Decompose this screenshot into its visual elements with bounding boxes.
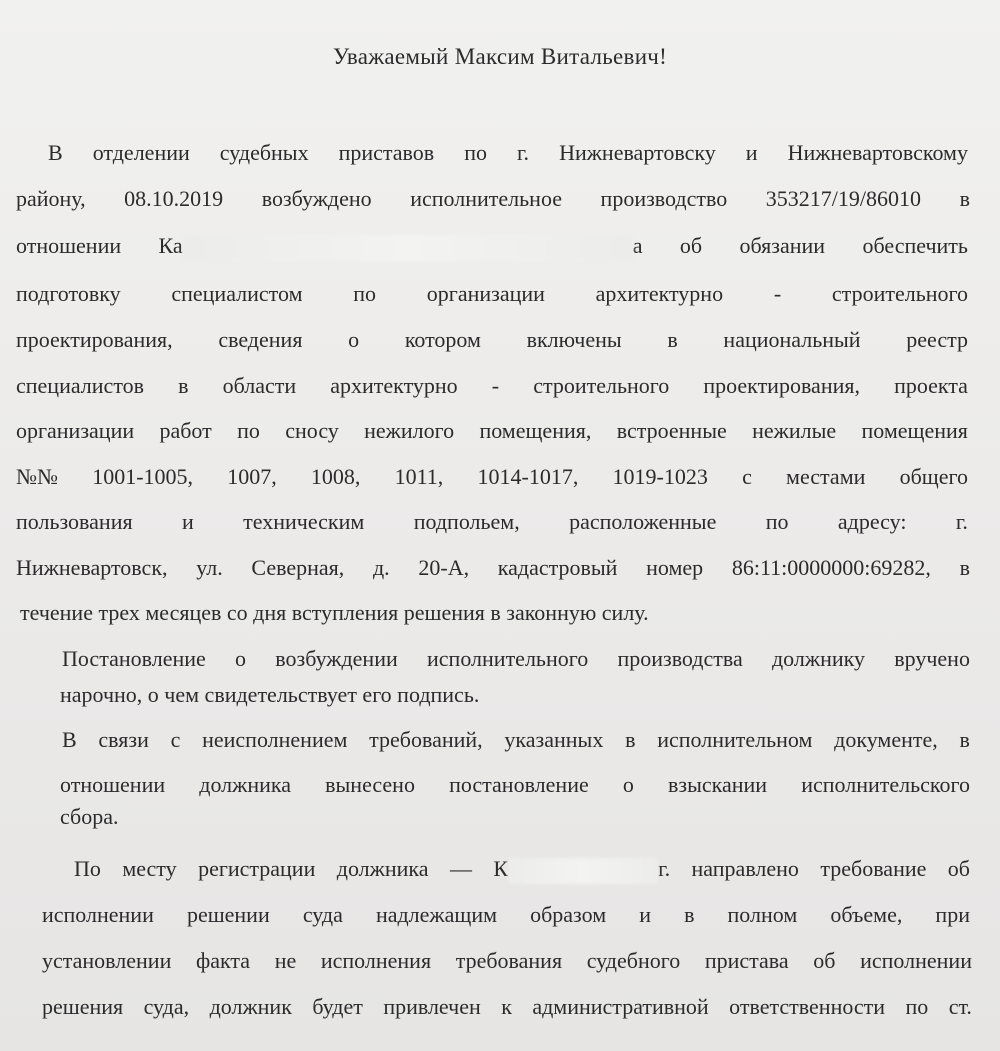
- word: по: [237, 418, 260, 443]
- word: факта: [195, 948, 251, 973]
- word: объеме,: [830, 902, 903, 927]
- word: району,: [16, 186, 86, 211]
- word: —: [449, 856, 472, 881]
- word: отношении: [16, 233, 122, 258]
- word: об: [679, 233, 703, 258]
- word: требования: [455, 948, 563, 973]
- word: ул.: [196, 555, 223, 580]
- text-line: [42, 944, 972, 978]
- word: и: [639, 902, 651, 927]
- word: местами: [786, 464, 866, 489]
- word: направлено: [691, 856, 799, 881]
- word: номер: [646, 555, 704, 580]
- word: встроенные: [616, 418, 727, 443]
- word: решения: [42, 994, 124, 1019]
- word: регистрации: [198, 856, 316, 881]
- word: проекта: [894, 373, 968, 398]
- word: пользования: [16, 509, 133, 534]
- word: в: [959, 555, 970, 580]
- word: должника: [199, 772, 291, 797]
- word: в: [959, 727, 970, 752]
- case-number: 353217/19/86010: [765, 186, 921, 211]
- word: национальный: [723, 327, 861, 352]
- word: ответственности: [729, 994, 886, 1019]
- word: г.: [658, 856, 671, 881]
- word: требований,: [369, 727, 483, 752]
- line-text: течение трех месяцев со дня вступления решения в законную силу.: [20, 600, 649, 625]
- word: месту: [122, 856, 177, 881]
- word: образом: [530, 902, 607, 927]
- word: техническим: [243, 509, 365, 534]
- word: пристава: [704, 948, 789, 973]
- word: Северная,: [251, 555, 345, 580]
- redacted-name: [159, 229, 643, 263]
- word: вынесено: [325, 772, 415, 797]
- word: Нижневартовск,: [16, 555, 168, 580]
- word: включены: [526, 327, 622, 352]
- word: Постановление: [62, 646, 206, 671]
- word: сносу: [285, 418, 339, 443]
- text-line: [20, 596, 780, 630]
- word: должника: [336, 856, 429, 881]
- word: -: [773, 281, 782, 306]
- text-line: [74, 852, 970, 886]
- word: неисполнением: [202, 727, 348, 752]
- word: проектирования,: [703, 373, 860, 398]
- word: к: [501, 994, 512, 1019]
- date-value: 08.10.2019: [124, 186, 224, 211]
- word: по: [353, 281, 377, 306]
- text-line: [16, 277, 968, 311]
- word: с: [742, 464, 752, 489]
- word: будет: [312, 994, 363, 1019]
- word: исполнении: [42, 902, 154, 927]
- word: Ка: [158, 233, 183, 258]
- word: работ: [159, 418, 212, 443]
- text-line: [48, 136, 968, 170]
- word: в: [684, 902, 695, 927]
- word: сведения: [218, 327, 303, 352]
- word: обеспечить: [862, 233, 968, 258]
- word: специалистов: [16, 373, 145, 398]
- word: решении: [186, 902, 270, 927]
- word: и: [181, 509, 194, 534]
- word: требование: [820, 856, 927, 881]
- word: ст.: [948, 994, 972, 1019]
- word: отношении: [60, 772, 166, 797]
- text-line: [60, 800, 180, 834]
- word: по: [765, 509, 789, 534]
- word: В: [62, 727, 77, 752]
- word: полном: [727, 902, 798, 927]
- word: возбуждено: [261, 186, 372, 211]
- word: производства: [617, 646, 743, 671]
- room-number: 1008,: [310, 464, 361, 489]
- word: приставов: [338, 140, 435, 165]
- word: адресу:: [837, 509, 907, 534]
- word: помещения: [861, 418, 968, 443]
- text-line: [16, 323, 968, 357]
- word: о: [235, 646, 247, 671]
- word: г.: [517, 140, 530, 165]
- room-number: 1001-1005,: [92, 464, 194, 489]
- word: возбуждении: [275, 646, 398, 671]
- word: о: [348, 327, 360, 352]
- word: в: [178, 373, 189, 398]
- word: производство: [600, 186, 728, 211]
- text-line: [62, 723, 970, 757]
- word: строительного: [831, 281, 968, 306]
- text-line: [16, 505, 968, 539]
- text-line: [60, 768, 970, 802]
- text-line: [42, 898, 970, 932]
- word: нежилого: [364, 418, 455, 443]
- redaction-blur: [508, 858, 658, 884]
- word: документе,: [834, 727, 938, 752]
- redaction-blur: [183, 235, 633, 261]
- word: отделении: [92, 140, 190, 165]
- word: в: [959, 186, 970, 211]
- word: расположенные: [569, 509, 717, 534]
- word: подпольем,: [413, 509, 520, 534]
- word: суда,: [143, 994, 190, 1019]
- word: котором: [404, 327, 481, 352]
- word: организации: [426, 281, 545, 306]
- word: По: [74, 856, 101, 881]
- word: исполнительное: [410, 186, 562, 211]
- text-line: [60, 678, 580, 712]
- word: исполнительского: [801, 772, 970, 797]
- text-line: [16, 460, 968, 494]
- word: 20-А,: [418, 555, 470, 580]
- word: установлении: [42, 948, 172, 973]
- line-text: сбора.: [60, 804, 119, 829]
- word: при: [935, 902, 970, 927]
- cadastral-number: 86:11:0000000:69282,: [731, 555, 931, 580]
- word: связи: [98, 727, 149, 752]
- word: области: [222, 373, 297, 398]
- word: д.: [372, 555, 390, 580]
- word: Нижневартовску: [559, 140, 716, 165]
- room-number: 1007,: [227, 464, 277, 489]
- word: и: [745, 140, 758, 165]
- word: взыскании: [668, 772, 768, 797]
- word: в: [667, 327, 678, 352]
- word: должнику: [771, 646, 865, 671]
- word: указанных: [504, 727, 604, 752]
- word: г.: [955, 509, 968, 534]
- word: нежилые: [752, 418, 837, 443]
- word: о: [622, 772, 634, 797]
- word: исполнительном: [657, 727, 813, 752]
- word: подготовку: [16, 281, 121, 306]
- word: общего: [899, 464, 968, 489]
- text-line: [16, 414, 968, 448]
- text-line: [16, 551, 970, 585]
- word: помещения,: [479, 418, 592, 443]
- word: с: [170, 727, 181, 752]
- text-line: [16, 182, 970, 216]
- word: а: [632, 233, 643, 258]
- text-line: [42, 990, 972, 1024]
- word: судебных: [219, 140, 309, 165]
- word: по: [464, 140, 487, 165]
- word: специалистом: [171, 281, 303, 306]
- word: постановление: [449, 772, 589, 797]
- salutation-heading: Уважаемый Максим Витальевич!: [332, 44, 668, 69]
- word: по: [905, 994, 929, 1019]
- word: административной: [532, 994, 709, 1019]
- word: проектирования,: [16, 327, 173, 352]
- word: -: [491, 373, 500, 398]
- room-number: 1019-1023: [612, 464, 708, 489]
- word: кадастровый: [497, 555, 618, 580]
- word: исполнения: [320, 948, 432, 973]
- redacted-name: [493, 852, 670, 886]
- word: исполнении: [860, 948, 972, 973]
- word: привлечен: [383, 994, 481, 1019]
- room-number: 1014-1017,: [477, 464, 579, 489]
- word: исполнительного: [427, 646, 589, 671]
- line-text: нарочно, о чем свидетельствует его подпись.: [60, 682, 480, 707]
- word: Нижневартовскому: [787, 140, 968, 165]
- text-line: [16, 229, 968, 263]
- word: не: [274, 948, 297, 973]
- word: обязании: [739, 233, 826, 258]
- word: об: [813, 948, 836, 973]
- word: К: [493, 856, 509, 881]
- word: надлежащим: [375, 902, 498, 927]
- word: №№: [16, 464, 58, 489]
- text-line: [16, 369, 968, 403]
- word: об: [947, 856, 970, 881]
- word: суда: [302, 902, 343, 927]
- word: судебного: [586, 948, 681, 973]
- word: В: [48, 140, 63, 165]
- word: организации: [16, 418, 135, 443]
- word: в: [625, 727, 636, 752]
- room-number: 1011,: [394, 464, 444, 489]
- word: строительного: [533, 373, 670, 398]
- word: архитектурно: [595, 281, 724, 306]
- word: реестр: [906, 327, 968, 352]
- text-line: [62, 642, 970, 676]
- word: архитектурно: [330, 373, 458, 398]
- word: должник: [209, 994, 292, 1019]
- word: вручено: [894, 646, 970, 671]
